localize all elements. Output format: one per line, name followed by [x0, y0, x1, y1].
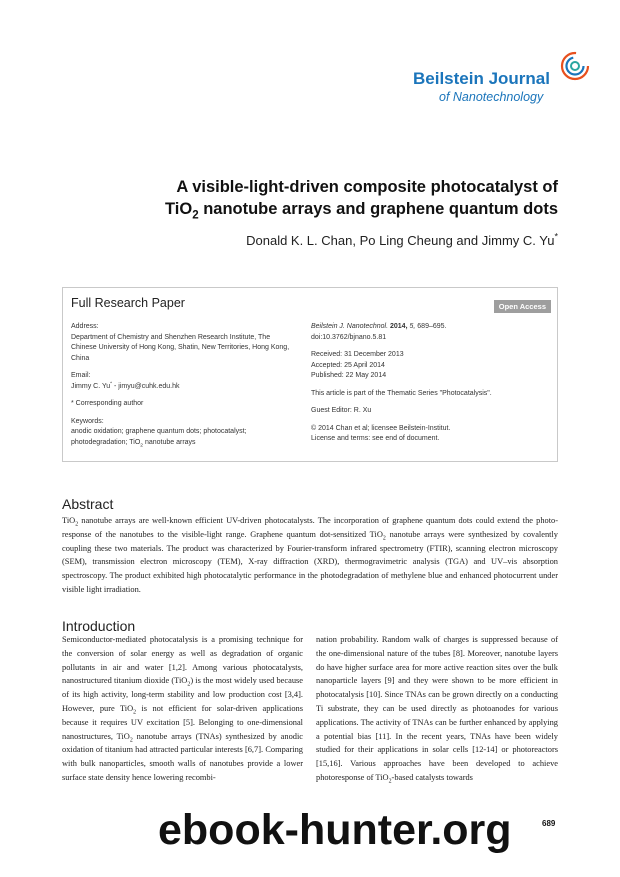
info-left-column	[71, 322, 293, 448]
keywords-text: anodic oxidation; graphene quantum dots; photocatalyst; photodegradation; TiO$_2$ nanotube arrays	[71, 428, 247, 448]
doi-link[interactable]: doi:10.3762/bjnano.5.81	[311, 333, 387, 341]
journal-name: Beilstein Journal	[413, 69, 550, 88]
keywords-label: Keywords:	[71, 417, 104, 425]
license-note: License and terms: see end of document.	[311, 435, 440, 442]
email-text[interactable]: Jimmy C. Yu* - jimyu@cuhk.edu.hk	[71, 381, 180, 390]
thematic-series-note[interactable]: This article is part of the Thematic Series "Photocatalysis".	[311, 389, 492, 397]
journal-subtitle: of Nanotechnology	[439, 90, 544, 104]
introduction-left-column: Semiconductor-mediated photocatalysis is a promising technique for the conversion of solar energy as well as degradation of organic pollutants in air and water [1,2]. Among various photocatalysts, nanostructured titanium dioxide (TiO$_2$) is the most widely used because of its high activity, long-term stability and low production cost [3,4]. However, pure TiO$_2$ is not efficient for solar-driven applications because it requires UV excitation [5]. Belonging to one-dimensional nanostructures, TiO$_2$ nanotube arrays (TNAs) synthesized by anodic oxidation of titanium had attracted particular interests [6,7]. Comparing with bulk nanoparticles, smooth walls of nanotubes provide a lower surface state density hence lowering recombi-	[62, 635, 304, 782]
copyright-notice: © 2014 Chan et al; licensee Beilstein-Institut.	[311, 424, 451, 432]
address-text: Department of Chemistry and Shenzhen Research Institute, The Chinese University of Hong Kong, Shatin, New Territories, Hong Kong, China	[71, 333, 290, 362]
received-date: Received: 31 December 2013	[311, 351, 404, 358]
title-line-2: TiO$_2$ nanotube arrays and graphene quantum dots	[164, 200, 558, 222]
abstract-text: TiO$_2$ nanotube arrays are well-known efficient UV-driven photocatalysts. The incorporation of graphene quantum dots could extend the photo-response of the nanotubes to the visible-light range. Graphene quantum dot-sensitized TiO$_2$ nanotube arrays were synthesized by covalently coupling these two materials. The product was characterized by Fourier-transform infrared spectrometry (FTIR), scanning electron microscopy (SEM), transmission electron microscopy (TEM), X-ray diffraction (XRD), thermogravimetric analysis (TGA) and UV–vis absorption spectroscopy. The product exhibited high photocatalytic performance in the photodegradation of methylene blue and enhanced photocurrent under visible light irradiation.	[62, 516, 558, 594]
published-date: Published: 22 May 2014	[311, 372, 387, 379]
author-list: Donald K. L. Chan, Po Ling Cheung and Jimmy C. Yu*	[246, 231, 558, 248]
info-right-column	[311, 322, 551, 445]
introduction-right-column: nation probability. Random walk of charges is suppressed because of the one-dimensional nature of the tubes [8]. Moreover, nanotube layers do have higher surface area for more active reaction sites over the bulk nanoparticle layers [9] and they were shown to be more efficient in photocatalysis [10]. Since TNAs can be grown directly on a conducting Ti substrate, they can be used directly as photoanodes for various applications. The activity of TNAs can be further enhanced by applying a potential bias [11]. In the recent years, TNAs have been widely studied for their applications in solar cells [12-14] or photoreactors [15,16]. Various approaches have been developed to achieve photoresponse of TiO$_2$-based catalysts towards	[316, 635, 558, 785]
address-label: Address:	[71, 323, 99, 330]
citation: Beilstein J. Nanotechnol. 2014, 5, 689–695.	[311, 323, 447, 330]
title-line-1: A visible-light-driven composite photocatalyst of	[176, 178, 558, 196]
page-number: 689	[542, 819, 556, 828]
article-title	[88, 176, 558, 220]
accepted-date: Accepted: 25 April 2014	[311, 361, 385, 369]
open-access-badge: Open Access	[494, 300, 551, 313]
article-info-box	[62, 287, 558, 462]
corresponding-author-note: * Corresponding author	[71, 400, 144, 407]
watermark-text: ebook-hunter.org	[158, 806, 512, 854]
article-type-heading: Full Research Paper	[71, 296, 185, 310]
introduction-heading: Introduction	[62, 618, 136, 634]
email-label: Email:	[71, 372, 91, 379]
abstract-heading: Abstract	[62, 496, 114, 512]
journal-logo-icon	[560, 51, 590, 81]
guest-editor: Guest Editor: R. Xu	[311, 407, 372, 414]
